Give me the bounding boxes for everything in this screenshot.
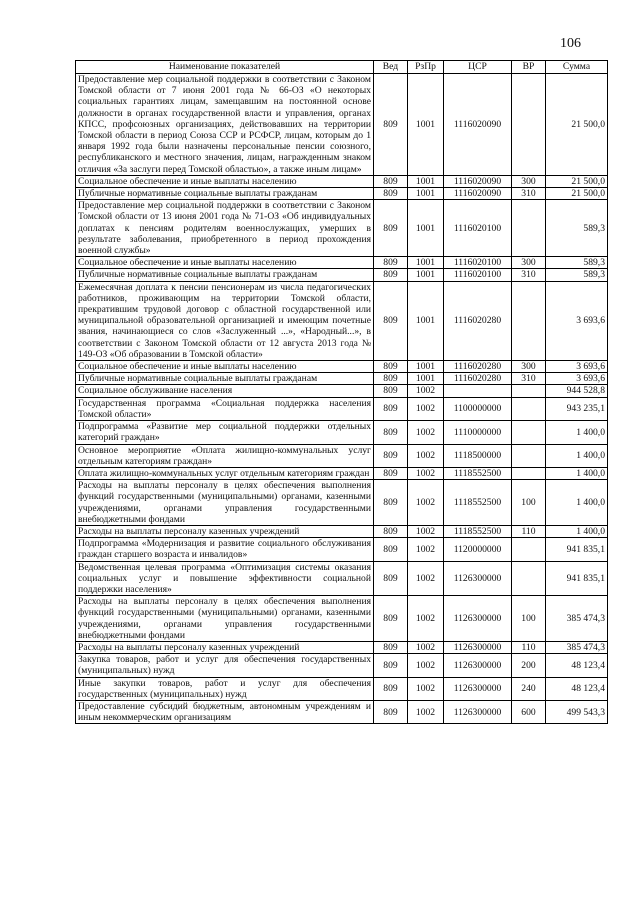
table-row	[76, 641, 608, 653]
cell-rzpr: 1001	[408, 74, 444, 176]
table-row	[76, 397, 608, 420]
table-row	[76, 596, 608, 642]
cell-ved: 809	[374, 561, 408, 596]
cell-rzpr: 1002	[408, 467, 444, 479]
cell-sum: 589,3	[546, 200, 608, 257]
table-row	[76, 188, 608, 200]
cell-csr: 1116020100	[444, 257, 512, 269]
cell-vr	[512, 74, 546, 176]
cell-vr: 110	[512, 525, 546, 537]
cell-rzpr: 1002	[408, 421, 444, 444]
cell-sum: 499 543,3	[546, 700, 608, 723]
cell-name: Ведомственная целевая программа «Оптимизация системы оказания социальных услуг и повышение эффективности социальной поддержки населения»	[76, 561, 374, 596]
cell-ved: 809	[374, 700, 408, 723]
cell-csr: 1118500000	[444, 444, 512, 467]
cell-sum: 1 400,0	[546, 444, 608, 467]
table-row	[76, 467, 608, 479]
cell-csr: 1126300000	[444, 561, 512, 596]
cell-csr: 1116020090	[444, 175, 512, 187]
cell-name: Иные закупки товаров, работ и услуг для обеспечения государственных (муниципальных) нужд	[76, 677, 374, 700]
cell-ved: 809	[374, 257, 408, 269]
cell-ved: 809	[374, 361, 408, 373]
cell-name: Предоставление мер социальной поддержки в соответствии с Законом Томской области от 13 июня 2001 года № 71-ОЗ «Об индивидуальных доплатах к пенсиям родителям военнослужащих, умерших в результате заболевания, приобретенного в период прохождения военной службы»	[76, 200, 374, 257]
cell-vr	[512, 467, 546, 479]
table-row	[76, 361, 608, 373]
cell-name: Социальное обеспечение и иные выплаты населению	[76, 175, 374, 187]
cell-name: Расходы на выплаты персоналу в целях обеспечения выполнения функций государственными (муниципальными) органами, казенными учреждениями, органами управления государственными внебюджетными фондами	[76, 480, 374, 526]
cell-ved: 809	[374, 677, 408, 700]
cell-rzpr: 1002	[408, 700, 444, 723]
cell-csr: 1126300000	[444, 654, 512, 677]
table-row	[76, 281, 608, 360]
cell-csr: 1116020100	[444, 200, 512, 257]
cell-name: Предоставление мер социальной поддержки в соответствии с Законом Томской области от 7 июня 2001 года № 66-ОЗ «О некоторых социальных гарантиях лицам, замещавшим на постоянной основе должности в органах государственной власти и управления, органах КПСС, профсоюзных организациях, действовавших на территории Томской области в период Союза ССР и РСФСР, лицам, которым до 1 января 1992 года были назначены персональные пенсии союзного, республиканского и местного значения, лицам, награжденным знаком отличия «За заслуги перед Томской областью», а также иным лицам»	[76, 74, 374, 176]
cell-csr: 1126300000	[444, 596, 512, 642]
cell-name: Публичные нормативные социальные выплаты гражданам	[76, 188, 374, 200]
cell-csr: 1116020090	[444, 188, 512, 200]
cell-name: Государственная программа «Социальная поддержка населения Томской области»	[76, 397, 374, 420]
cell-sum: 3 693,6	[546, 281, 608, 360]
table-row	[76, 373, 608, 385]
cell-ved: 809	[374, 385, 408, 397]
table-row	[76, 654, 608, 677]
cell-vr	[512, 421, 546, 444]
cell-sum: 385 474,3	[546, 596, 608, 642]
cell-name: Основное мероприятие «Оплата жилищно-коммунальных услуг отдельным категориям граждан»	[76, 444, 374, 467]
cell-ved: 809	[374, 596, 408, 642]
cell-ved: 809	[374, 269, 408, 281]
cell-ved: 809	[374, 480, 408, 526]
cell-csr: 1126300000	[444, 641, 512, 653]
table-header-row	[76, 61, 608, 74]
cell-csr: 1116020280	[444, 361, 512, 373]
table-row	[76, 677, 608, 700]
cell-vr: 100	[512, 596, 546, 642]
cell-name: Публичные нормативные социальные выплаты гражданам	[76, 373, 374, 385]
table-body	[76, 74, 608, 724]
cell-csr: 1116020090	[444, 74, 512, 176]
cell-rzpr: 1001	[408, 373, 444, 385]
cell-sum: 48 123,4	[546, 677, 608, 700]
cell-rzpr: 1001	[408, 257, 444, 269]
cell-vr: 310	[512, 269, 546, 281]
cell-vr: 300	[512, 257, 546, 269]
cell-ved: 809	[374, 538, 408, 561]
cell-rzpr: 1002	[408, 385, 444, 397]
cell-sum: 21 500,0	[546, 188, 608, 200]
table-row	[76, 74, 608, 176]
cell-rzpr: 1001	[408, 281, 444, 360]
cell-csr: 1100000000	[444, 397, 512, 420]
cell-name: Расходы на выплаты персоналу казенных учреждений	[76, 641, 374, 653]
cell-vr: 300	[512, 175, 546, 187]
cell-vr	[512, 538, 546, 561]
cell-ved: 809	[374, 641, 408, 653]
cell-name: Социальное обслуживание населения	[76, 385, 374, 397]
cell-sum: 48 123,4	[546, 654, 608, 677]
cell-rzpr: 1002	[408, 561, 444, 596]
cell-csr: 1118552500	[444, 467, 512, 479]
cell-ved: 809	[374, 74, 408, 176]
cell-sum: 944 528,8	[546, 385, 608, 397]
table-row	[76, 200, 608, 257]
table-row	[76, 700, 608, 723]
cell-name: Подпрограмма «Развитие мер социальной поддержки отдельных категорий граждан»	[76, 421, 374, 444]
budget-table	[75, 60, 608, 724]
cell-name: Предоставление субсидий бюджетным, автономным учреждениям и иным некоммерческим организациям	[76, 700, 374, 723]
cell-rzpr: 1002	[408, 538, 444, 561]
cell-csr: 1126300000	[444, 700, 512, 723]
page-number: 106	[560, 36, 581, 51]
cell-ved: 809	[374, 281, 408, 360]
header-sum: Сумма	[546, 61, 608, 74]
cell-ved: 809	[374, 175, 408, 187]
cell-rzpr: 1002	[408, 397, 444, 420]
cell-vr: 600	[512, 700, 546, 723]
cell-vr: 240	[512, 677, 546, 700]
header-rzpr: РзПр	[408, 61, 444, 74]
cell-name: Публичные нормативные социальные выплаты гражданам	[76, 269, 374, 281]
cell-sum: 1 400,0	[546, 467, 608, 479]
cell-csr: 1118552500	[444, 525, 512, 537]
cell-csr: 1120000000	[444, 538, 512, 561]
cell-sum: 589,3	[546, 257, 608, 269]
cell-vr: 310	[512, 373, 546, 385]
cell-name: Расходы на выплаты персоналу казенных учреждений	[76, 525, 374, 537]
cell-vr	[512, 397, 546, 420]
cell-ved: 809	[374, 525, 408, 537]
cell-rzpr: 1002	[408, 480, 444, 526]
cell-sum: 3 693,6	[546, 361, 608, 373]
cell-sum: 1 400,0	[546, 480, 608, 526]
cell-name: Ежемесячная доплата к пенсии пенсионерам из числа педагогических работников, проживающим на территории Томской области, прекратившим трудовой договор с областной государственной или муниципальной образовательной организацией и имеющим почетные звания, начинающиеся со слов «Заслуженный ...», «Народный...», в соответствии с Законом Томской области от 12 августа 2013 года № 149-ОЗ «Об образовании в Томской области»	[76, 281, 374, 360]
cell-ved: 809	[374, 467, 408, 479]
cell-vr: 100	[512, 480, 546, 526]
cell-csr: 1118552500	[444, 480, 512, 526]
cell-sum: 1 400,0	[546, 421, 608, 444]
table-row	[76, 385, 608, 397]
cell-vr	[512, 561, 546, 596]
table-row	[76, 257, 608, 269]
table-row	[76, 421, 608, 444]
cell-rzpr: 1001	[408, 188, 444, 200]
cell-vr	[512, 200, 546, 257]
cell-sum: 941 835,1	[546, 538, 608, 561]
cell-vr: 200	[512, 654, 546, 677]
cell-csr: 1116020100	[444, 269, 512, 281]
cell-sum: 21 500,0	[546, 74, 608, 176]
cell-sum: 21 500,0	[546, 175, 608, 187]
table-row	[76, 444, 608, 467]
cell-name: Подпрограмма «Модернизация и развитие социального обслуживания граждан старшего возраста и инвалидов»	[76, 538, 374, 561]
cell-ved: 809	[374, 397, 408, 420]
cell-sum: 589,3	[546, 269, 608, 281]
table-row	[76, 175, 608, 187]
cell-csr: 1126300000	[444, 677, 512, 700]
cell-name: Закупка товаров, работ и услуг для обеспечения государственных (муниципальных) нужд	[76, 654, 374, 677]
cell-rzpr: 1002	[408, 641, 444, 653]
header-name: Наименование показателей	[76, 61, 374, 74]
cell-rzpr: 1002	[408, 525, 444, 537]
table-row	[76, 269, 608, 281]
cell-vr	[512, 444, 546, 467]
cell-name: Оплата жилищно-коммунальных услуг отдельным категориям граждан	[76, 467, 374, 479]
cell-vr	[512, 385, 546, 397]
cell-name: Социальное обеспечение и иные выплаты населению	[76, 361, 374, 373]
cell-ved: 809	[374, 654, 408, 677]
cell-csr: 1110000000	[444, 421, 512, 444]
cell-ved: 809	[374, 373, 408, 385]
table-row	[76, 480, 608, 526]
cell-sum: 1 400,0	[546, 525, 608, 537]
cell-sum: 941 835,1	[546, 561, 608, 596]
cell-sum: 943 235,1	[546, 397, 608, 420]
cell-rzpr: 1001	[408, 175, 444, 187]
cell-csr: 1116020280	[444, 281, 512, 360]
cell-vr	[512, 281, 546, 360]
cell-rzpr: 1002	[408, 596, 444, 642]
cell-rzpr: 1002	[408, 444, 444, 467]
cell-vr: 110	[512, 641, 546, 653]
cell-ved: 809	[374, 444, 408, 467]
cell-csr: 1116020280	[444, 373, 512, 385]
cell-vr: 300	[512, 361, 546, 373]
cell-rzpr: 1002	[408, 677, 444, 700]
header-csr: ЦСР	[444, 61, 512, 74]
cell-vr: 310	[512, 188, 546, 200]
cell-name: Расходы на выплаты персоналу в целях обеспечения выполнения функций государственными (муниципальными) органами, казенными учреждениями, органами управления государственными внебюджетными фондами	[76, 596, 374, 642]
cell-rzpr: 1001	[408, 269, 444, 281]
table-row	[76, 538, 608, 561]
cell-rzpr: 1002	[408, 654, 444, 677]
cell-csr	[444, 385, 512, 397]
cell-rzpr: 1001	[408, 361, 444, 373]
cell-sum: 3 693,6	[546, 373, 608, 385]
cell-rzpr: 1001	[408, 200, 444, 257]
table-row	[76, 561, 608, 596]
cell-sum: 385 474,3	[546, 641, 608, 653]
cell-name: Социальное обеспечение и иные выплаты населению	[76, 257, 374, 269]
cell-ved: 809	[374, 421, 408, 444]
cell-ved: 809	[374, 200, 408, 257]
header-ved: Вед	[374, 61, 408, 74]
table-row	[76, 525, 608, 537]
cell-ved: 809	[374, 188, 408, 200]
header-vr: ВР	[512, 61, 546, 74]
